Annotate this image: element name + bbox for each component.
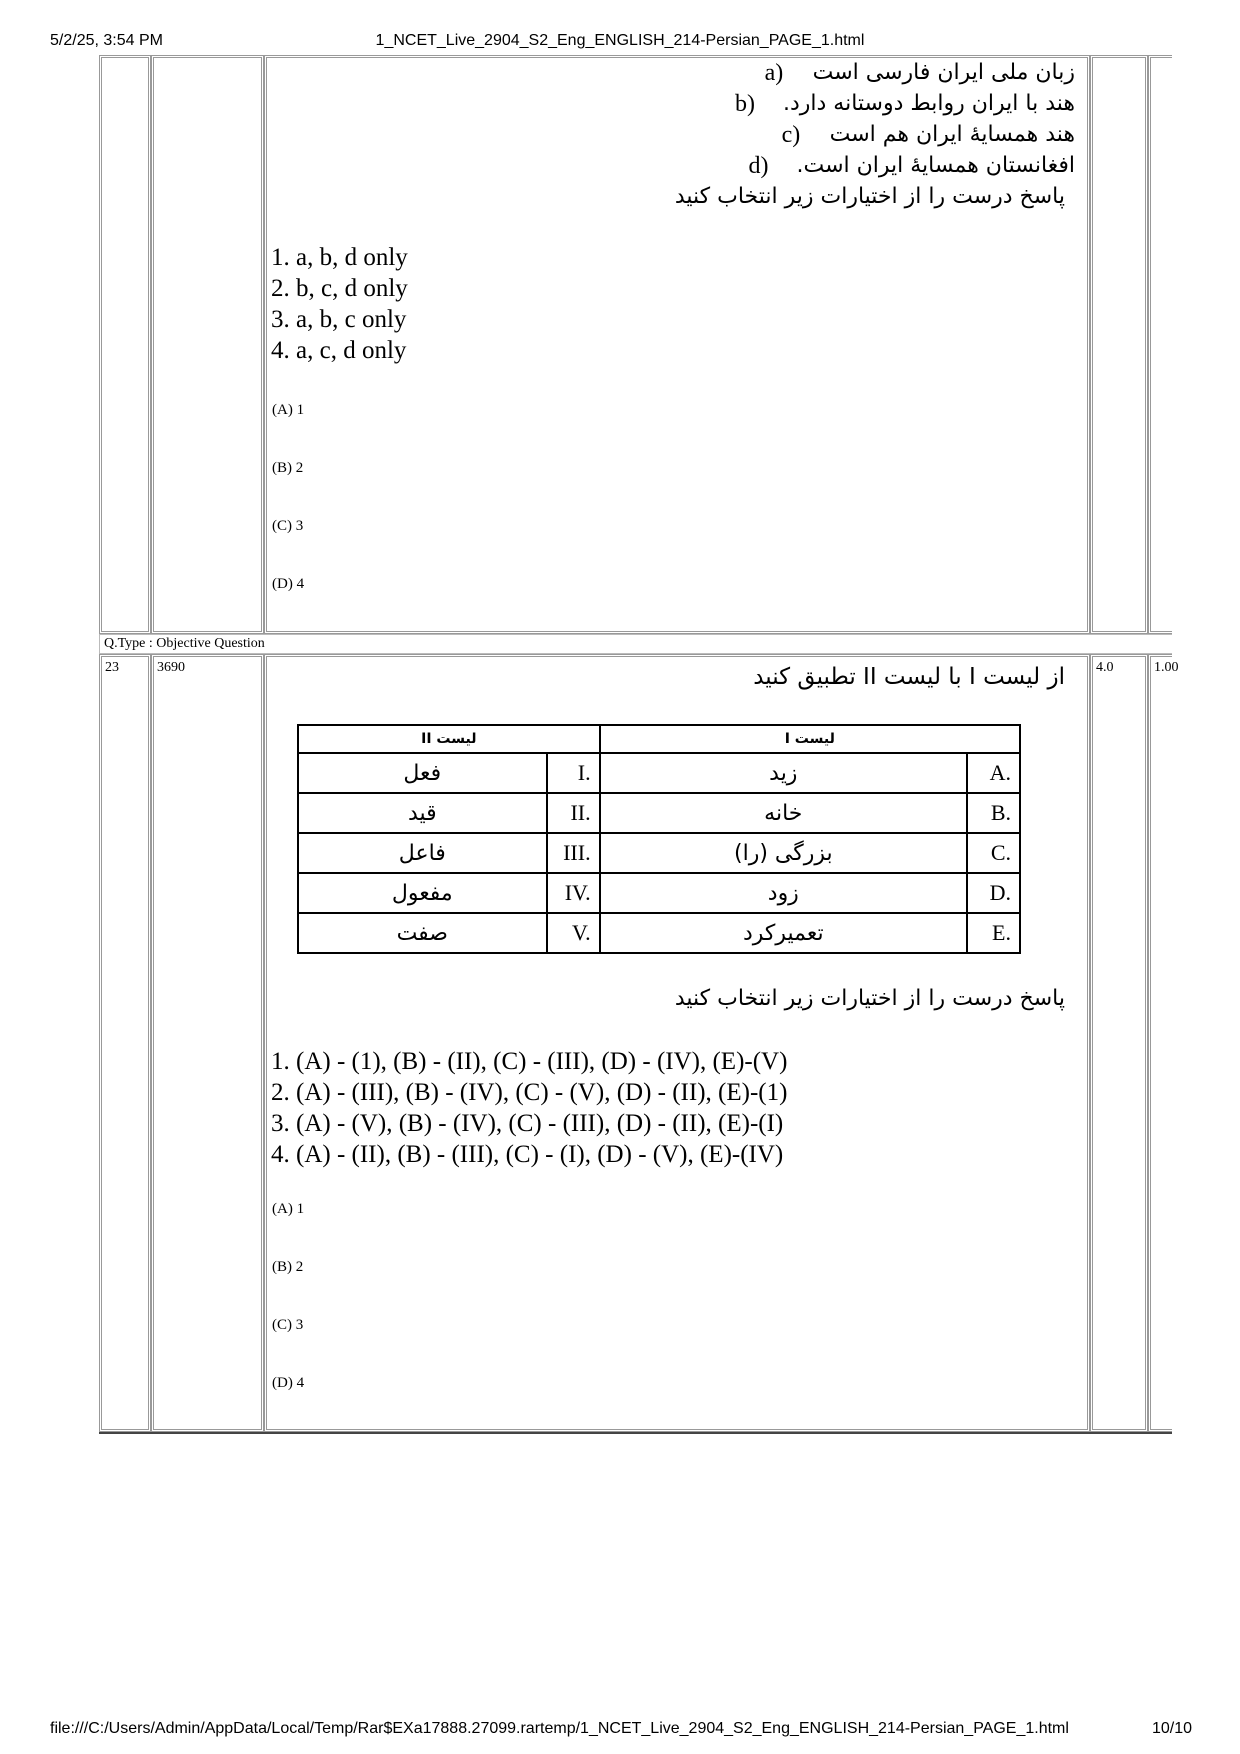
prev-instruction: پاسخ درست را از اختیارات زیر انتخاب کنید (674, 184, 1065, 209)
prev-choice-b[interactable]: (B) 2 (272, 460, 304, 476)
list2-text: قید (298, 793, 547, 833)
table-row (298, 793, 1020, 833)
question-marks: 4.0 (1096, 660, 1114, 675)
q23-negative-cell (1148, 654, 1179, 1432)
prev-option-2: 2. b, c, d only (271, 275, 408, 302)
prev-option-4: 4. a, c, d only (271, 337, 407, 364)
statement-d: افغانستان همسایهٔ ایران است. d) (748, 153, 1075, 179)
question-negative-marks: 1.00 (1154, 660, 1179, 675)
list1-text: بزرگی (را) (600, 833, 967, 873)
list2-label: II. (547, 793, 600, 833)
question-id: 3690 (157, 660, 185, 675)
q23-instruction: پاسخ درست را از اختیارات زیر انتخاب کنید (674, 986, 1065, 1011)
list2-label: III. (547, 833, 600, 873)
q23-id-cell (151, 654, 264, 1432)
prev-marks-cell (1090, 55, 1148, 634)
q23-prompt: از لیست I با لیست II تطبیق کنید (753, 664, 1065, 690)
q23-choice-b[interactable]: (B) 2 (272, 1259, 304, 1275)
list1-label: E. (967, 913, 1020, 953)
statement-a: زبان ملی ایران فارسی است a) (764, 60, 1075, 86)
prev-choice-c[interactable]: (C) 3 (272, 518, 304, 534)
list2-label: V. (547, 913, 600, 953)
question-number: 23 (105, 660, 119, 675)
q23-option-4: 4. (A) - (II), (B) - (III), (C) - (I), (D) - (V), (E)-(IV) (271, 1141, 784, 1168)
table-row (298, 753, 1020, 793)
statement-c: هند همسایهٔ ایران هم است c) (781, 122, 1075, 148)
print-file-path: file:///C:/Users/Admin/AppData/Local/Temp/Rar$EXa17888.27099.rartemp/1_NCET_Live_2904_S2_Eng_ENGLISH_214-Persian_PAGE_1.html (50, 1720, 1069, 1737)
q23-option-1: 1. (A) - (1), (B) - (II), (C) - (III), (D) - (IV), (E)-(V) (271, 1048, 788, 1075)
q23-choice-d[interactable]: (D) 4 (272, 1375, 305, 1391)
list1-label: B. (967, 793, 1020, 833)
list2-label: I. (547, 753, 600, 793)
list1-text: تعمیرکرد (600, 913, 967, 953)
q23-choice-a[interactable]: (A) 1 (272, 1201, 305, 1217)
table-row (298, 913, 1020, 953)
header-list-1: لیست I (600, 725, 1020, 753)
table-row (298, 833, 1020, 873)
table-row (298, 873, 1020, 913)
match-table (297, 724, 1021, 954)
qtype-row (99, 634, 1172, 654)
prev-choice-d[interactable]: (D) 4 (272, 576, 305, 592)
q23-number-cell (99, 654, 151, 1432)
list1-text: زود (600, 873, 967, 913)
list1-label: C. (967, 833, 1020, 873)
list1-text: خانه (600, 793, 967, 833)
prev-choice-a[interactable]: (A) 1 (272, 402, 305, 418)
header-list-2: لیست II (298, 725, 600, 753)
q23-option-3: 3. (A) - (V), (B) - (IV), (C) - (III), (D) - (II), (E)-(I) (271, 1110, 784, 1137)
prev-negative-cell (1148, 55, 1172, 634)
print-page-count: 10/10 (1151, 1720, 1192, 1737)
q23-option-2: 2. (A) - (III), (B) - (IV), (C) - (V), (D) - (II), (E)-(1) (271, 1079, 788, 1106)
qtype-label: Q.Type : Objective Question (104, 636, 265, 651)
list2-text: مفعول (298, 873, 547, 913)
list2-text: فاعل (298, 833, 547, 873)
list1-label: A. (967, 753, 1020, 793)
statement-b: هند با ایران روابط دوستانه دارد. b) (734, 91, 1075, 117)
table-bottom-border (99, 1432, 1172, 1434)
prev-number-cell (99, 55, 151, 634)
list2-text: صفت (298, 913, 547, 953)
list2-text: فعل (298, 753, 547, 793)
q23-marks-cell (1090, 654, 1148, 1432)
list1-label: D. (967, 873, 1020, 913)
prev-id-cell (151, 55, 264, 634)
list1-text: زید (600, 753, 967, 793)
prev-option-3: 3. a, b, c only (271, 306, 407, 333)
list2-label: IV. (547, 873, 600, 913)
q23-choice-c[interactable]: (C) 3 (272, 1317, 304, 1333)
prev-option-1: 1. a, b, d only (271, 244, 408, 271)
print-page-title: 1_NCET_Live_2904_S2_Eng_ENGLISH_214-Persian_PAGE_1.html (375, 32, 865, 49)
print-datetime: 5/2/25, 3:54 PM (50, 32, 163, 49)
